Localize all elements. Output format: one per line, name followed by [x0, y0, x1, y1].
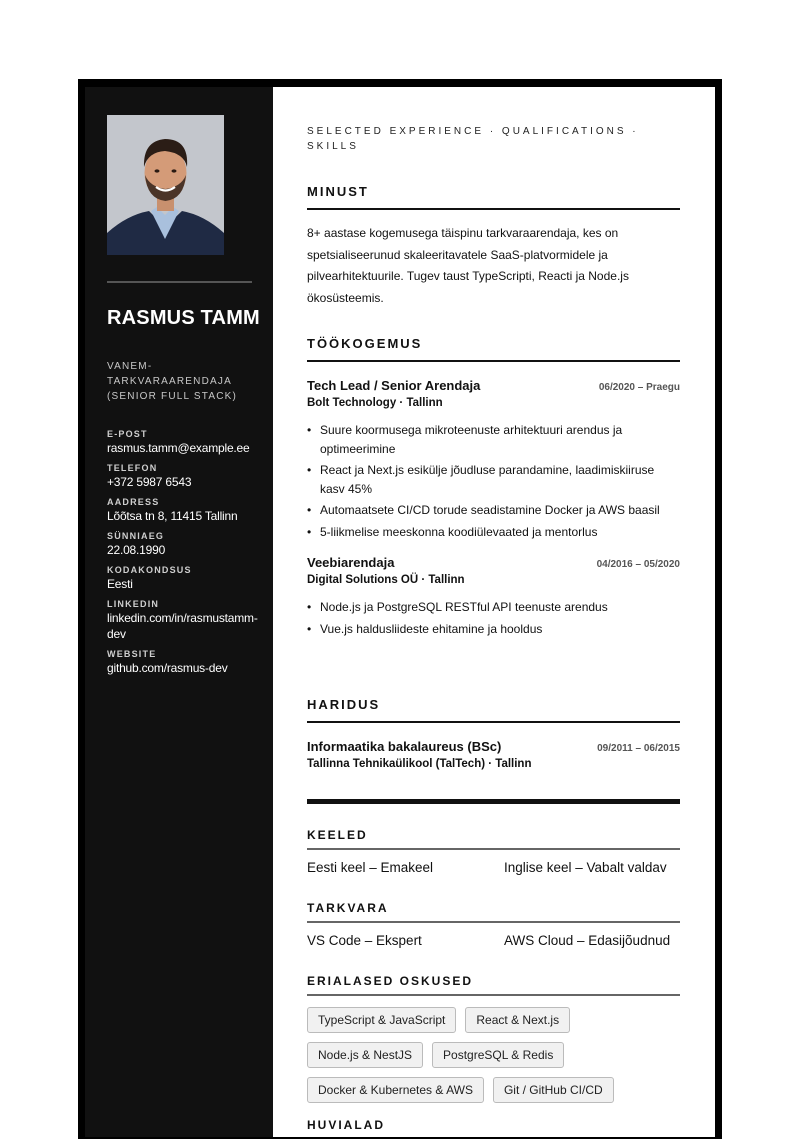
contact-phone: [107, 462, 267, 490]
person-name: RASMUS TAMM: [107, 307, 260, 329]
hobbies-section: [307, 1118, 680, 1138]
contact-label: SÜNNIAEG: [107, 531, 165, 541]
contact-value: +372 5987 6543: [107, 475, 192, 489]
list-item: • Suure koormusega mikroteenuste arhitektuuri arendus ja optimeerimine: [307, 421, 680, 458]
education-title: Informaatika bakalaureus (BSc): [307, 739, 502, 754]
list-item: • Vue.js haldusliideste ehitamine ja hooldus: [307, 620, 680, 639]
list-item: • Node.js ja PostgreSQL RESTful API teenuste arendus: [307, 598, 680, 617]
contact-value: rasmus.tamm@example.ee: [107, 441, 250, 455]
skills-section: [307, 974, 680, 1112]
software-item: VS Code – Ekspert: [307, 933, 422, 948]
education-section: [307, 697, 680, 770]
section-title: HUVIALAD: [307, 1118, 385, 1132]
section-title: MINUST: [307, 184, 680, 210]
job-bullets: [307, 598, 680, 638]
contact-label: TELEFON: [107, 463, 158, 473]
contact-citizenship: [107, 564, 267, 592]
job-date: 06/2020 – Praegu: [598, 382, 680, 393]
contact-label: LINKEDIN: [107, 599, 160, 609]
contact-value: 22.08.1990: [107, 543, 166, 557]
job-bullets: [307, 421, 680, 541]
list-item: • React ja Next.js esikülje jõudluse parandamine, laadimiskiiruse kasv 45%: [307, 461, 680, 498]
section-title: KEELED: [307, 828, 680, 850]
sidebar: [85, 87, 273, 1137]
education-org: Tallinna Tehnikaülikool (TalTech) · Tallinn: [307, 758, 532, 770]
section-divider: [307, 799, 680, 804]
skill-chip: Node.js & NestJS: [307, 1042, 423, 1068]
job-entry: [307, 378, 680, 541]
skill-chip: React & Next.js: [465, 1007, 570, 1033]
skill-chip: TypeScript & JavaScript: [307, 1007, 456, 1033]
contact-value: Eesti: [107, 577, 133, 591]
contact-linkedin: [107, 598, 267, 642]
profile-photo: [107, 115, 224, 255]
skill-chip: Docker & Kubernetes & AWS: [307, 1077, 484, 1103]
skill-chip: PostgreSQL & Redis: [432, 1042, 564, 1068]
contact-email: [107, 428, 267, 456]
contact-value: github.com/rasmus-dev: [107, 661, 228, 675]
languages-section: [307, 828, 680, 875]
contact-label: WEBSITE: [107, 649, 157, 659]
job-entry: [307, 555, 680, 638]
software-section: [307, 901, 680, 948]
main-content: [273, 87, 715, 1137]
contact-address: [107, 496, 267, 524]
contact-list: [107, 428, 267, 682]
about-text: 8+ aastase kogemusega täispinu tarkvaraarendaja, kes on spetsialiseerunud skaleeritavatele SaaS-platvormidele ja pilvearhitektuurile. Tugev taust TypeScripti, Reacti ja Node.js ökosüsteemis.: [307, 226, 629, 305]
section-title: TARKVARA: [307, 901, 680, 923]
job-org: Digital Solutions OÜ · Tallinn: [307, 574, 465, 586]
contact-label: AADRESS: [107, 497, 160, 507]
list-item: • 5-liikmelise meeskonna koodiülevaated ja mentorlus: [307, 523, 680, 542]
job-title: Veebiarendaja: [307, 555, 395, 570]
section-title: HARIDUS: [307, 697, 680, 723]
education-date: 09/2011 – 06/2015: [597, 743, 680, 754]
skill-chip: Git / GitHub CI/CD: [493, 1077, 614, 1103]
job-title: Tech Lead / Senior Arendaja: [307, 378, 481, 393]
section-title: TÖÖKOGEMUS: [307, 336, 680, 362]
language-item: Inglise keel – Vabalt valdav: [504, 860, 667, 875]
software-item: AWS Cloud – Edasijõudnud: [504, 933, 671, 948]
job-org: Bolt Technology · Tallinn: [307, 397, 443, 409]
contact-label: KODAKONDSUS: [107, 565, 192, 575]
list-item: • Automaatsete CI/CD torude seadistamine Docker ja AWS baasil: [307, 501, 680, 520]
skill-chips: [307, 1007, 687, 1112]
person-role: VANEM-TARKVARAARENDAJA (SENIOR FULL STACK): [107, 361, 238, 402]
section-title: ERIALASED OSKUSED: [307, 974, 680, 996]
contact-value: Lõõtsa tn 8, 11415 Tallinn: [107, 509, 238, 523]
about-section: [307, 184, 680, 309]
contact-birthdate: [107, 530, 267, 558]
job-date: 04/2016 – 05/2020: [596, 559, 680, 570]
contact-label: E-POST: [107, 429, 148, 439]
language-item: Eesti keel – Emakeel: [307, 860, 434, 875]
experience-section: [307, 336, 680, 641]
sidebar-divider: [107, 281, 252, 283]
contact-website: [107, 648, 267, 676]
education-entry: [307, 739, 680, 770]
header-kicker: SELECTED EXPERIENCE · QUALIFICATIONS · SKILLS: [307, 126, 639, 152]
contact-value: linkedin.com/in/rasmustamm-dev: [107, 611, 258, 641]
